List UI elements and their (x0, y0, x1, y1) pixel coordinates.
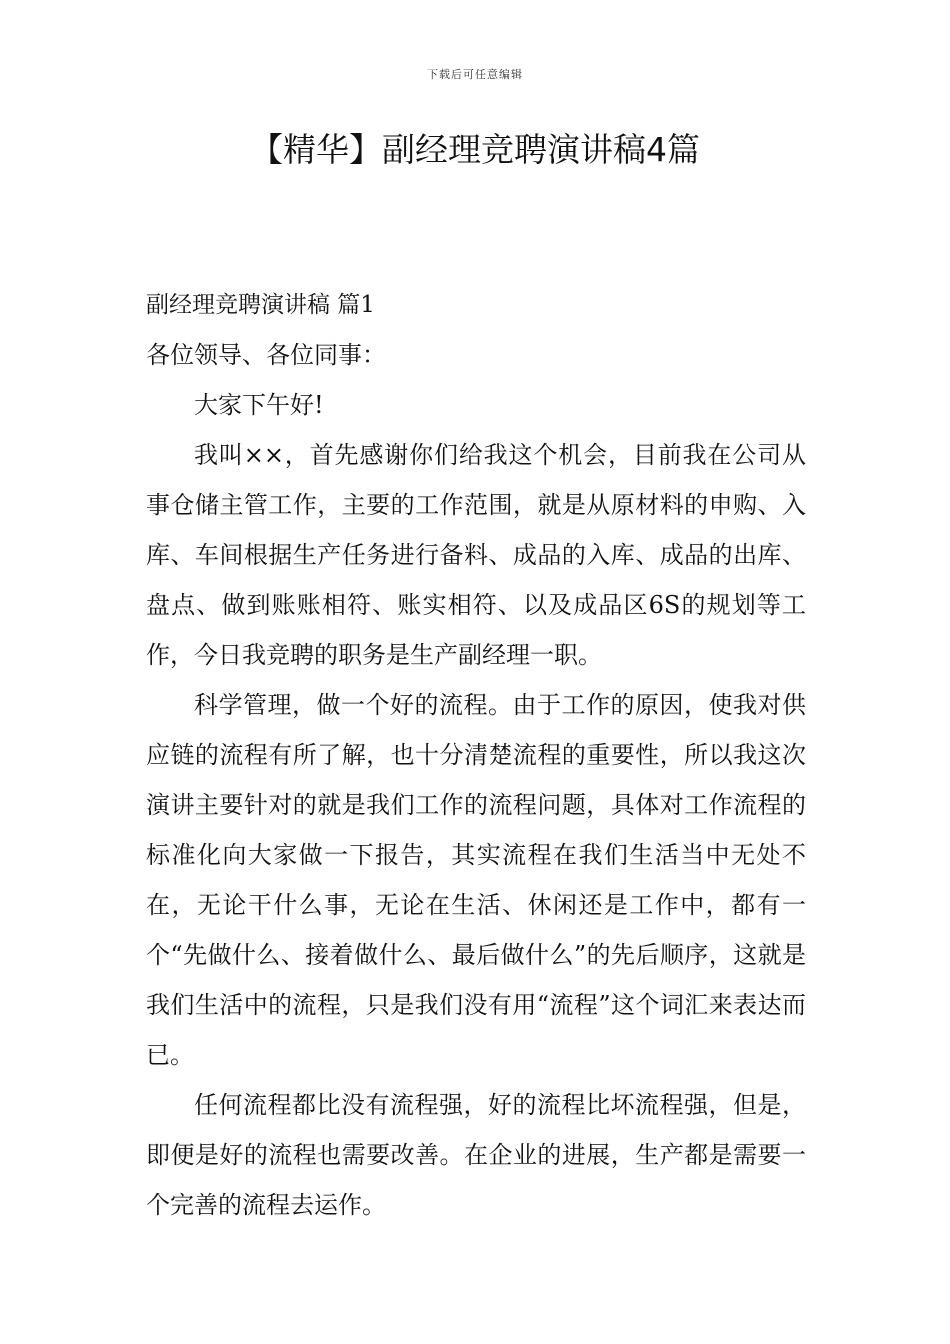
paragraph-process-improvement: 任何流程都比没有流程强，好的流程比坏流程强，但是，即便是好的流程也需要改善。在企业的进展，生产都是需要一个完善的流程去运作。 (146, 1091, 806, 1219)
download-note: 下载后可任意编辑 (427, 68, 523, 81)
document-title: 【精华】副经理竞聘演讲稿4篇 (250, 130, 700, 169)
paragraph-introduction: 我叫××，首先感谢你们给我这个机会，目前我在公司从事仓储主管工作，主要的工作范围，就是从原材料的申购、入库、车间根据生产任务进行备料、成品的入库、成品的出库、盘点、做到账账相符、账实相符、以及成品区6S的规划等工作，今日我竞聘的职务是生产副经理一职。 (146, 441, 806, 669)
salutation: 各位领导、各位同事： (146, 341, 386, 369)
section-heading: 副经理竞聘演讲稿 篇1 (146, 292, 375, 318)
paragraph-process-management: 科学管理，做一个好的流程。由于工作的原因，使我对供应链的流程有所了解，也十分清楚流程的重要性，所以我这次演讲主要针对的就是我们工作的流程问题，具体对工作流程的标准化向大家做一下报告，其实流程在我们生活当中无处不在，无论干什么事，无论在生活、休闲还是工作中，都有一个“先做什么、接着做什么、最后做什么”的先后顺序，这就是我们生活中的流程，只是我们没有用“流程”这个词汇来表达而已。 (146, 691, 806, 1069)
document-body (146, 280, 806, 1230)
paragraph-greeting: 大家下午好! (194, 391, 324, 419)
